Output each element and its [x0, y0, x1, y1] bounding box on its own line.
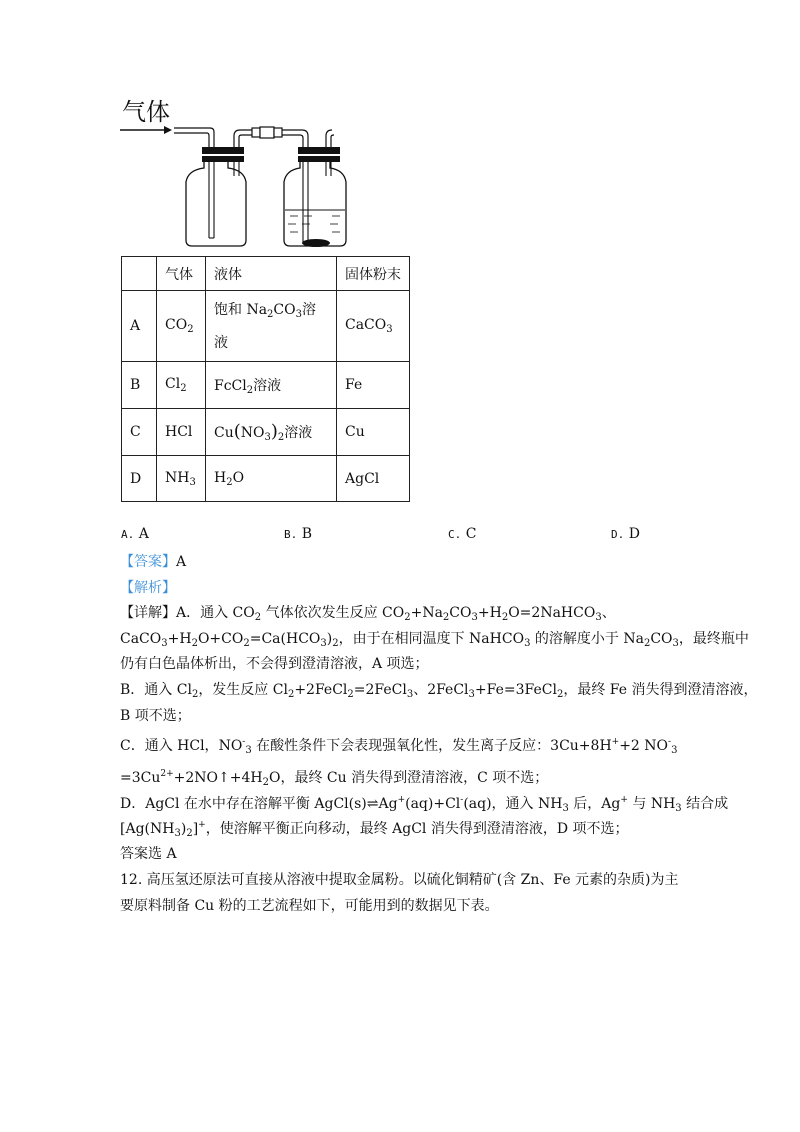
detail-line-6: C．通入 HCl，$NO^-_3$ 在酸性条件下会表现强氧化性，发生离子反应：3Cu+8H++2 $NO^-_3$: [120, 737, 678, 756]
question-12-line-2: 要原料制备 Cu 粉的工艺流程如下，可能用到的数据见下表。: [120, 898, 499, 914]
row-gas: $Cl_2$: [157, 362, 206, 409]
row-liquid: FcCl$_2$溶液: [206, 362, 337, 409]
detail-line-7: $=3Cu^{2+}+2NO↑+4H_2O$，最终 Cu 消失得到澄清溶液，C 项不选；: [120, 769, 549, 788]
bottle-right: [284, 147, 346, 247]
table-row: [122, 409, 410, 456]
row-liquid: 饱和 $Na_2CO_3$溶 液: [206, 291, 337, 362]
choice-a[interactable]: A. A: [121, 526, 149, 542]
table-header-cell: 液体: [206, 257, 337, 291]
table-row: [122, 362, 410, 409]
row-key: C: [122, 409, 157, 456]
choice-d[interactable]: D. D: [611, 526, 640, 542]
answer-tag: 【答案】: [120, 554, 176, 570]
detail-line-1: 【详解】A．通入 $CO_2$ 气体依次发生反应 $CO_2+Na_2CO_3+H_2O=2NaHCO_3$、: [120, 605, 616, 623]
detail-line-8: D．AgCl 在水中存在溶解平衡 AgCl(s)⇌Ag+(aq)+Cl-(aq)，通入 $NH_3$ 后，Ag+ 与 $NH_3$ 结合成: [120, 795, 729, 814]
row-key: A: [122, 291, 157, 362]
gas-label: 气体: [122, 98, 170, 126]
table-header-cell: 固体粉末: [337, 257, 410, 291]
detail-line-10: 答案选 A: [120, 846, 177, 862]
row-liquid: $H_2O$: [206, 456, 337, 502]
detail-line-5: B 项不选；: [120, 708, 191, 724]
row-key: D: [122, 456, 157, 502]
apparatus-diagram: [118, 92, 458, 252]
table-row: [122, 291, 410, 362]
answer-value: A: [176, 554, 187, 570]
detail-line-3: 仍有白色晶体析出，不会得到澄清溶液，A 项选；: [120, 656, 429, 672]
options-table: [121, 256, 410, 502]
choice-c[interactable]: C. C: [448, 526, 477, 542]
row-gas: $NH_3$: [157, 456, 206, 502]
row-gas: HCl: [157, 409, 206, 456]
row-solid: Fe: [337, 362, 410, 409]
table-header-row: [122, 257, 410, 291]
table-header-cell: [122, 257, 157, 291]
question-12-line-1: 12. 高压氢还原法可直接从溶液中提取金属粉。以硫化铜精矿(含 Zn、Fe 元素的杂质)为主: [120, 872, 679, 888]
analysis-line: [120, 577, 176, 597]
table-row: [122, 456, 410, 502]
row-liquid: $Cu(NO_3)_2$溶液: [206, 409, 337, 456]
row-gas: $CO_2$: [157, 291, 206, 362]
gas-inlet-arrow: [120, 126, 172, 134]
detail-line-2: $CaCO_3+H_2O+CO_2=Ca(HCO_3)_2$，由于在相同温度下 NaHCO$_3$ 的溶解度小于 $Na_2CO_3$，最终瓶中: [120, 631, 749, 649]
row-solid: Cu: [337, 409, 410, 456]
row-key: B: [122, 362, 157, 409]
analysis-tag: 【解析】: [120, 580, 176, 596]
row-solid: AgCl: [337, 456, 410, 502]
answer-line: [120, 551, 186, 571]
detail-line-9: $[Ag(NH_3)_2]^+$，使溶解平衡正向移动，最终 AgCl 消失得到澄清溶液，D 项不选；: [120, 820, 629, 839]
table-header-cell: 气体: [157, 257, 206, 291]
choice-b[interactable]: B. B: [284, 526, 312, 542]
detail-line-4: B．通入 $Cl_2$，发生反应 $Cl_2+2FeCl_2=2FeCl_3$、2FeCl$_3$+Fe=3FeCl$_2$，最终 Fe 消失得到澄清溶液，: [120, 682, 758, 700]
row-solid: CaCO$_3$: [337, 291, 410, 362]
bottle-left: [186, 147, 246, 246]
rubber-connector: [252, 127, 282, 138]
